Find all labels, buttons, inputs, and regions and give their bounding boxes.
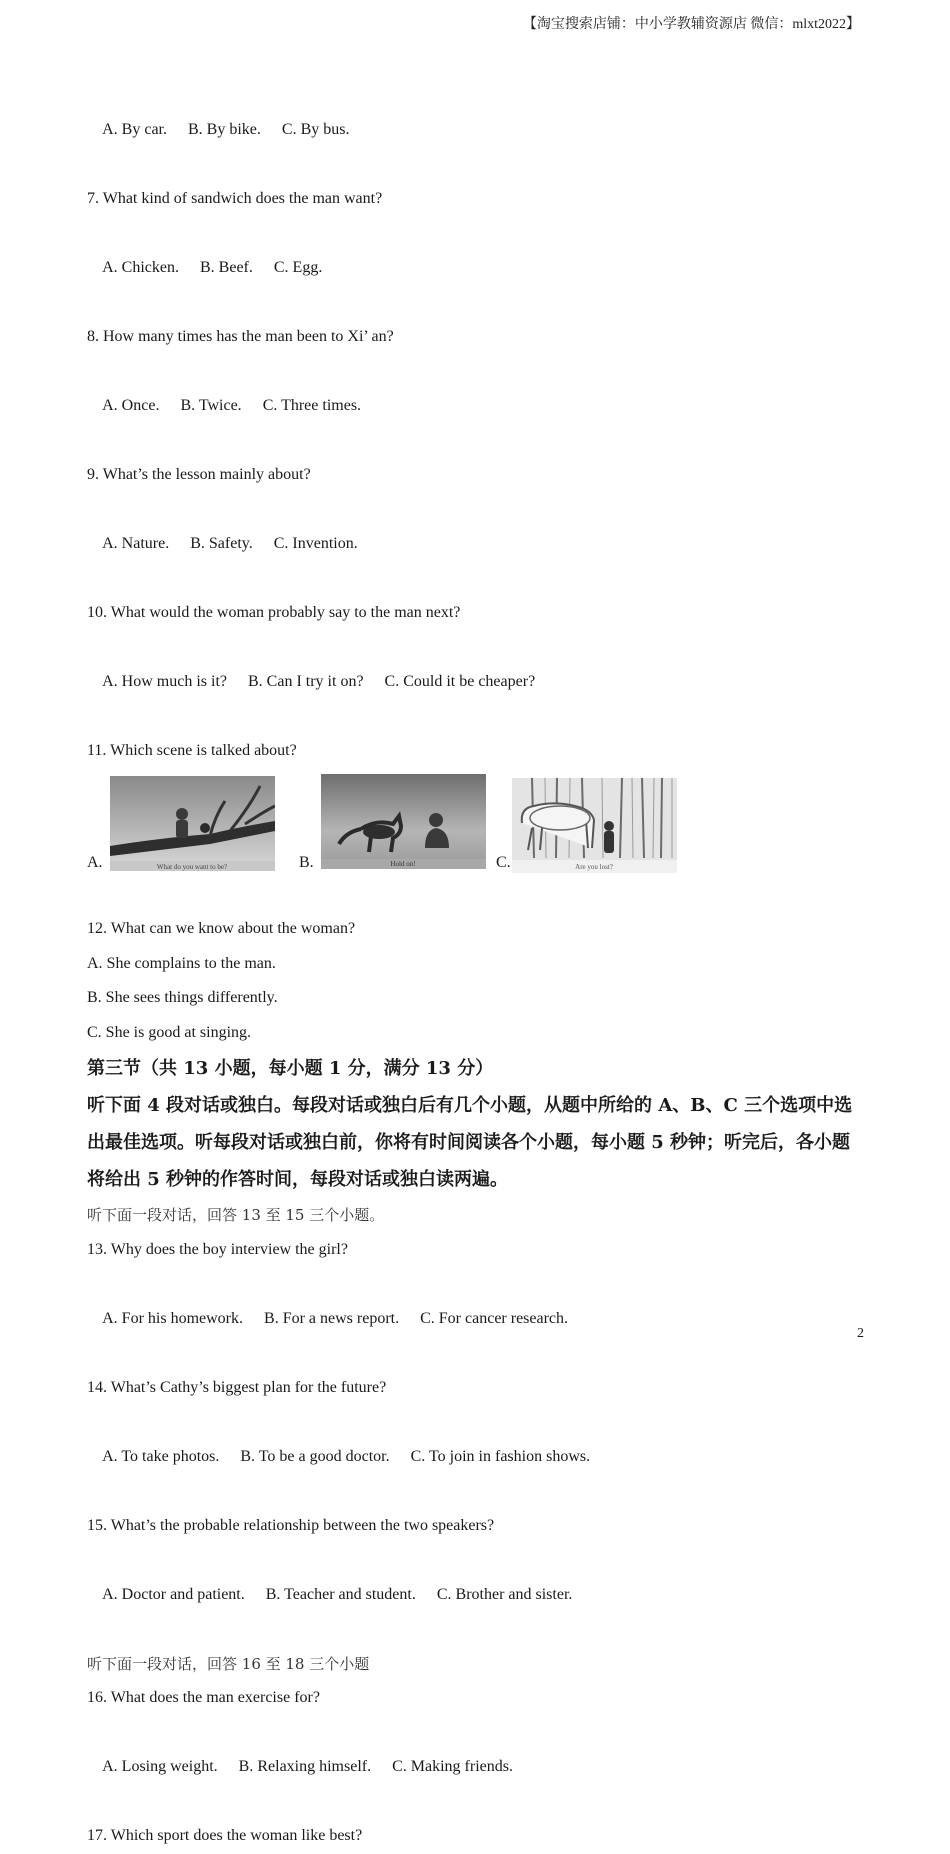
option-c: C. Three times.	[262, 396, 362, 414]
picture-c-caption: Are you lost?	[575, 863, 613, 871]
option-b: B. Beef.	[200, 258, 253, 276]
option-a: A. Once.	[102, 396, 160, 414]
option-a: A. To take photos.	[102, 1447, 220, 1465]
question-12: 12. What can we know about the woman?	[87, 920, 356, 937]
option-a: A. How much is it?	[102, 672, 227, 690]
option-c: C. Could it be cheaper?	[384, 672, 536, 690]
option-c: C. Brother and sister.	[436, 1585, 573, 1603]
picture-c-horse-scene	[512, 778, 677, 873]
option-a: A. Chicken.	[102, 258, 179, 276]
option-b: B. Twice.	[180, 396, 242, 414]
option-b: B. For a news report.	[264, 1309, 400, 1327]
option-b: B. Can I try it on?	[248, 672, 364, 690]
option-b: B. Teacher and student.	[265, 1585, 416, 1603]
option-a: A. Losing weight.	[102, 1758, 218, 1775]
page-header: 【淘宝搜索店铺：中小学教辅资源店 微信：mlxt2022】	[522, 17, 860, 32]
section-3-instructions: 听下面 4 段对话或独白。每段对话或独白后有几个小题，从题中所给的 A、B、C 三个选项中选出最佳选项。听每段对话或独白前，你将有时间阅读各个小题，每小题 5 秒钟；听完后，各小题将给出 5 秒钟的作答时间，每段对话或独白读两遍。	[87, 1095, 853, 1190]
picture-a-label: A.	[87, 854, 103, 871]
picture-b-label: B.	[299, 854, 314, 871]
q15-options	[87, 1543, 877, 1647]
q14-options	[87, 1405, 877, 1509]
option-c: C. Invention.	[273, 534, 358, 552]
question-7: 7. What kind of sandwich does the man want?	[87, 189, 383, 207]
picture-c-label: C.	[496, 854, 511, 871]
option-a: A. For his homework.	[102, 1309, 244, 1327]
q12-option-b: B. She sees things differently.	[87, 989, 278, 1006]
question-17: 17. Which sport does the woman like best?	[87, 1827, 363, 1844]
dialog-2-intro: 听下面一段对话，回答 16 至 18 三个小题	[87, 1654, 370, 1673]
question-15: 15. What’s the probable relationship between the two speakers?	[87, 1516, 495, 1534]
q13-options	[87, 1267, 877, 1371]
q16-options	[87, 1716, 877, 1820]
question-8: 8. How many times has the man been to Xi’ an?	[87, 327, 394, 345]
question-16: 16. What does the man exercise for?	[87, 1689, 320, 1706]
q12-option-a: A. She complains to the man.	[87, 954, 276, 972]
picture-b-caption: Hold on!	[390, 860, 416, 868]
option-c: C. Making friends.	[392, 1758, 513, 1775]
option-a: A. By car.	[102, 120, 167, 138]
q11-pictures	[87, 772, 877, 912]
option-b: B. To be a good doctor.	[240, 1447, 390, 1465]
option-a: A. Doctor and patient.	[102, 1585, 245, 1603]
option-c: C. For cancer research.	[420, 1309, 569, 1327]
q10-options	[87, 630, 877, 734]
dialog-1-intro: 听下面一段对话，回答 13 至 15 三个小题。	[87, 1206, 385, 1224]
page-content	[87, 78, 877, 1854]
q12-option-c: C. She is good at singing.	[87, 1023, 252, 1041]
option-b: B. Relaxing himself.	[238, 1758, 372, 1775]
option-c: C. Egg.	[273, 258, 323, 276]
question-14: 14. What’s Cathy’s biggest plan for the future?	[87, 1378, 387, 1396]
question-11: 11. Which scene is talked about?	[87, 741, 297, 759]
q7-options	[87, 216, 877, 320]
option-b: B. By bike.	[188, 120, 261, 138]
option-c: C. To join in fashion shows.	[410, 1447, 591, 1465]
q8-options	[87, 354, 877, 458]
q6-options	[87, 78, 877, 182]
question-13: 13. Why does the boy interview the girl?	[87, 1240, 348, 1258]
page-number: 2	[857, 1326, 864, 1341]
option-a: A. Nature.	[102, 534, 170, 552]
question-9: 9. What’s the lesson mainly about?	[87, 465, 311, 483]
picture-b-fox-scene	[321, 774, 486, 869]
question-10: 10. What would the woman probably say to the man next?	[87, 603, 461, 621]
section-3-title: 第三节（共 13 小题，每小题 1 分，满分 13 分）	[87, 1058, 494, 1079]
picture-a-caption: What do you want to be?	[156, 863, 228, 871]
option-b: B. Safety.	[190, 534, 253, 552]
picture-a-tree-scene	[110, 776, 275, 871]
q9-options	[87, 492, 877, 596]
option-c: C. By bus.	[281, 120, 350, 138]
